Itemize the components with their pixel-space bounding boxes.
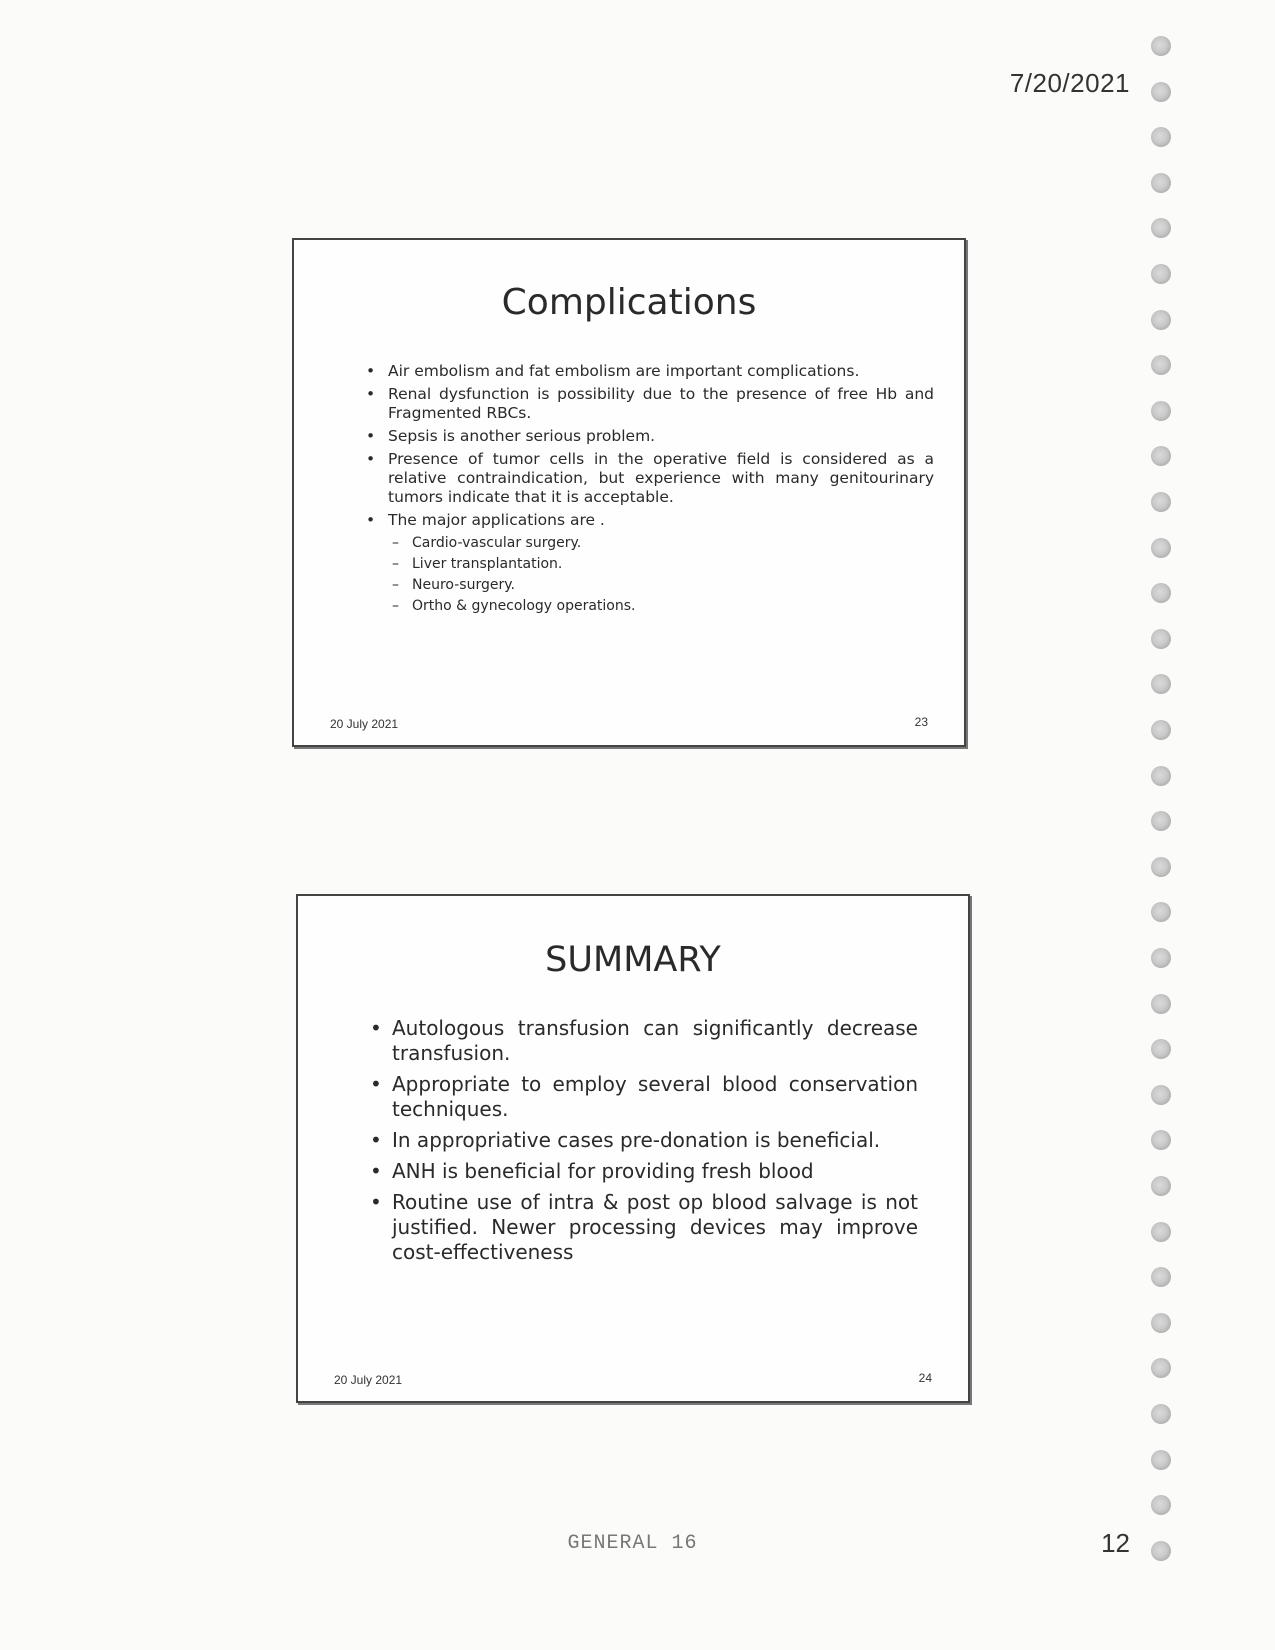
slide-number: 23 xyxy=(914,715,928,729)
binding-hole xyxy=(1151,766,1171,786)
binding-hole xyxy=(1151,264,1171,284)
sub-bullet-list xyxy=(388,533,934,617)
binding-hole xyxy=(1151,1085,1171,1105)
bullet-list xyxy=(368,1016,918,1271)
page-number: 12 xyxy=(1101,1528,1130,1558)
sub-bullet-item: – Ortho & gynecology operations. xyxy=(388,596,934,617)
sub-bullet-item: – Liver transplantation. xyxy=(388,554,934,575)
binding-hole xyxy=(1151,948,1171,968)
binding-hole xyxy=(1151,127,1171,147)
sub-bullet-item: – Neuro-surgery. xyxy=(388,575,934,596)
binding-hole xyxy=(1151,1450,1171,1470)
page-date: 7/20/2021 xyxy=(1009,68,1130,98)
binding-hole xyxy=(1151,902,1171,922)
binding-hole xyxy=(1151,1404,1171,1424)
binding-hole xyxy=(1151,720,1171,740)
bullet-item: • Appropriate to employ several blood conservation techniques. xyxy=(368,1072,918,1122)
binding-hole xyxy=(1151,355,1171,375)
bullet-text: The major applications are . xyxy=(388,511,605,529)
bullet-item: • Presence of tumor cells in the operative field is considered as a relative contraindication, but experience with many genitourinary tumors indicate that it is acceptable. xyxy=(364,450,934,507)
page-footer-label: GENERAL 16 xyxy=(567,1532,698,1555)
bullet-item: • Renal dysfunction is possibility due to the presence of free Hb and Fragmented RBCs. xyxy=(364,385,934,423)
slide-title: SUMMARY xyxy=(545,940,721,980)
slide-footer-date: 20 July 2021 xyxy=(334,1373,403,1387)
binding-hole xyxy=(1151,401,1171,421)
binding-hole xyxy=(1151,1267,1171,1287)
slide-number: 24 xyxy=(918,1371,932,1385)
bullet-item: • ANH is beneficial for providing fresh blood xyxy=(368,1159,918,1184)
bullet-item: • In appropriative cases pre-donation is beneficial. xyxy=(368,1128,918,1153)
binding-hole xyxy=(1151,36,1171,56)
binding-hole xyxy=(1151,173,1171,193)
slide-footer-date: 20 July 2021 xyxy=(330,717,399,731)
binding-hole xyxy=(1151,1176,1171,1196)
binding-hole xyxy=(1151,1495,1171,1515)
binding-hole xyxy=(1151,1358,1171,1378)
binding-hole xyxy=(1151,82,1171,102)
bullet-item-applications xyxy=(364,511,934,617)
slide-title: Complications xyxy=(501,282,757,323)
sub-bullet-item: – Cardio-vascular surgery. xyxy=(388,533,934,554)
binding-hole xyxy=(1151,310,1171,330)
binding-hole xyxy=(1151,674,1171,694)
binding-holes xyxy=(1151,0,1177,1650)
binding-hole xyxy=(1151,538,1171,558)
binding-hole xyxy=(1151,583,1171,603)
binding-hole xyxy=(1151,1222,1171,1242)
binding-hole xyxy=(1151,492,1171,512)
bullet-item: • Air embolism and fat embolism are important complications. xyxy=(364,362,934,381)
bullet-item: • Routine use of intra & post op blood salvage is not justified. Newer processing devices may improve cost-effectiveness xyxy=(368,1190,918,1265)
binding-hole xyxy=(1151,629,1171,649)
binding-hole xyxy=(1151,1313,1171,1333)
bullet-item: • Sepsis is another serious problem. xyxy=(364,427,934,446)
bullet-list xyxy=(364,362,934,621)
slide-summary xyxy=(296,894,970,1403)
binding-hole xyxy=(1151,1039,1171,1059)
binding-hole xyxy=(1151,994,1171,1014)
slide-complications xyxy=(292,238,966,747)
binding-hole xyxy=(1151,811,1171,831)
binding-hole xyxy=(1151,446,1171,466)
binding-hole xyxy=(1151,218,1171,238)
bullet-item: • Autologous transfusion can significantly decrease transfusion. xyxy=(368,1016,918,1066)
binding-hole xyxy=(1151,857,1171,877)
binding-hole xyxy=(1151,1130,1171,1150)
